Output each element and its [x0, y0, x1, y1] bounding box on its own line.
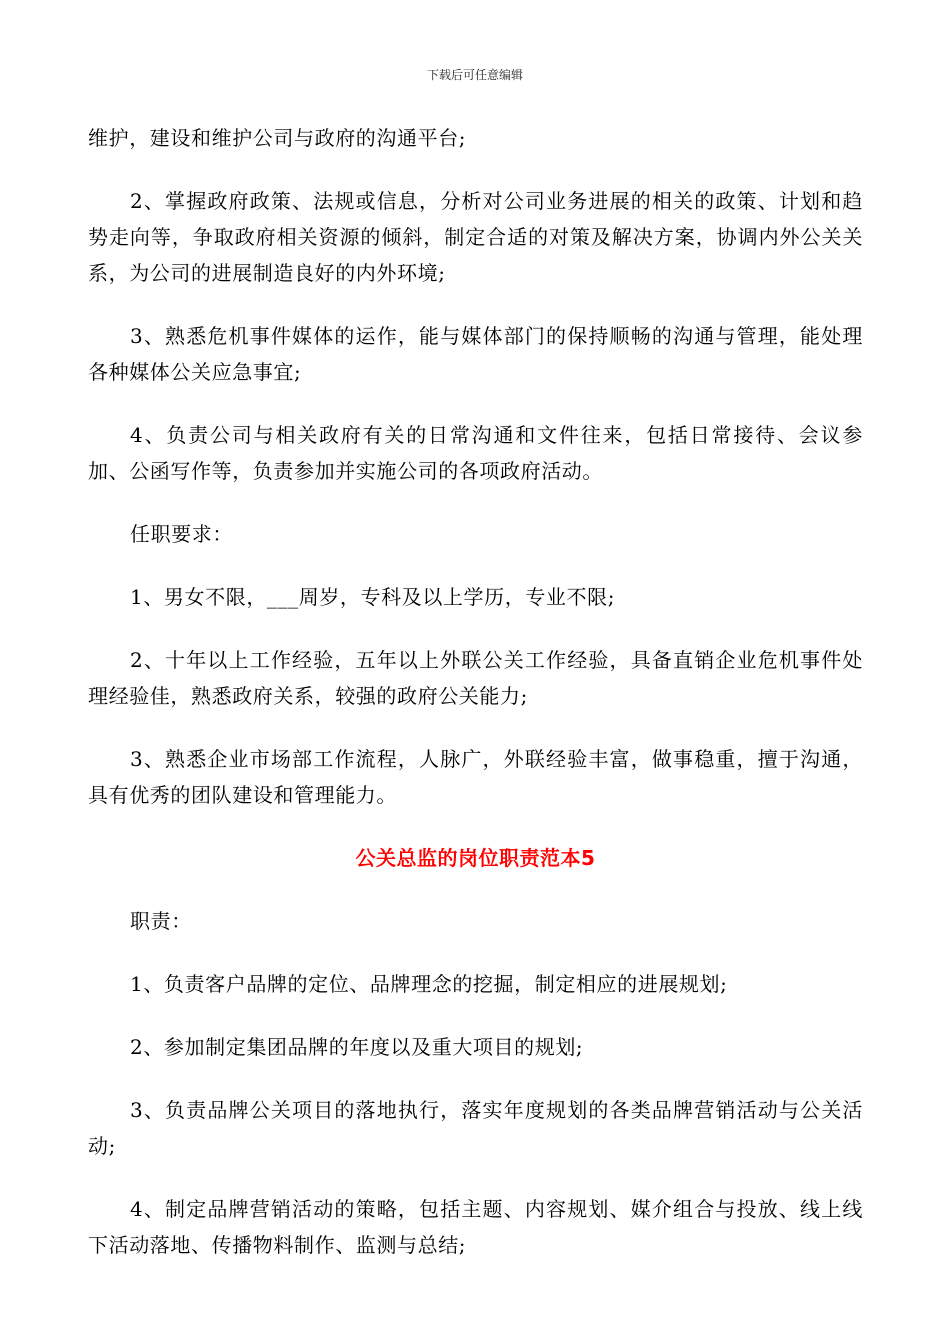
- document-body: [88, 120, 863, 1290]
- section-title: 公关总监的岗位职责范本5: [355, 846, 596, 870]
- paragraph-section-duty-1: 1、负责客户品牌的定位、品牌理念的挖掘，制定相应的进展规划;: [130, 972, 728, 996]
- paragraph-continuation: 维护，建设和维护公司与政府的沟通平台;: [88, 126, 467, 150]
- paragraph-requirements-heading: 任职要求：: [130, 522, 233, 546]
- paragraph-duty-4: 4、负责公司与相关政府有关的日常沟通和文件往来，包括日常接待、会议参加、公函写作等，负责参加并实施公司的各项政府活动。: [88, 423, 863, 483]
- paragraph-duty-2: 2、掌握政府政策、法规或信息，分析对公司业务进展的相关的政策、计划和趋势走向等，争取政府相关资源的倾斜，制定合适的对策及解决方案，协调内外公关关系，为公司的进展制造良好的内外环境;: [88, 189, 863, 285]
- paragraph-section-duty-4: 4、制定品牌营销活动的策略，包括主题、内容规划、媒介组合与投放、线上线下活动落地、传播物料制作、监测与总结;: [88, 1197, 863, 1257]
- page-header: 下载后可任意编辑: [426, 68, 523, 82]
- paragraph-duties-heading: 职责：: [130, 909, 192, 933]
- paragraph-requirement-2: 2、十年以上工作经验，五年以上外联公关工作经验，具备直销企业危机事件处理经验佳，熟悉政府关系，较强的政府公关能力;: [88, 648, 863, 708]
- paragraph-requirement-1: 1、男女不限，___周岁，专科及以上学历，专业不限;: [130, 585, 616, 609]
- paragraph-requirement-3: 3、熟悉企业市场部工作流程，人脉广，外联经验丰富，做事稳重，擅于沟通，具有优秀的团队建设和管理能力。: [88, 747, 863, 807]
- paragraph-section-duty-2: 2、参加制定集团品牌的年度以及重大项目的规划;: [130, 1035, 584, 1059]
- paragraph-section-duty-3: 3、负责品牌公关项目的落地执行，落实年度规划的各类品牌营销活动与公关活动;: [88, 1098, 863, 1158]
- paragraph-duty-3: 3、熟悉危机事件媒体的运作，能与媒体部门的保持顺畅的沟通与管理，能处理各种媒体公关应急事宜;: [88, 324, 863, 384]
